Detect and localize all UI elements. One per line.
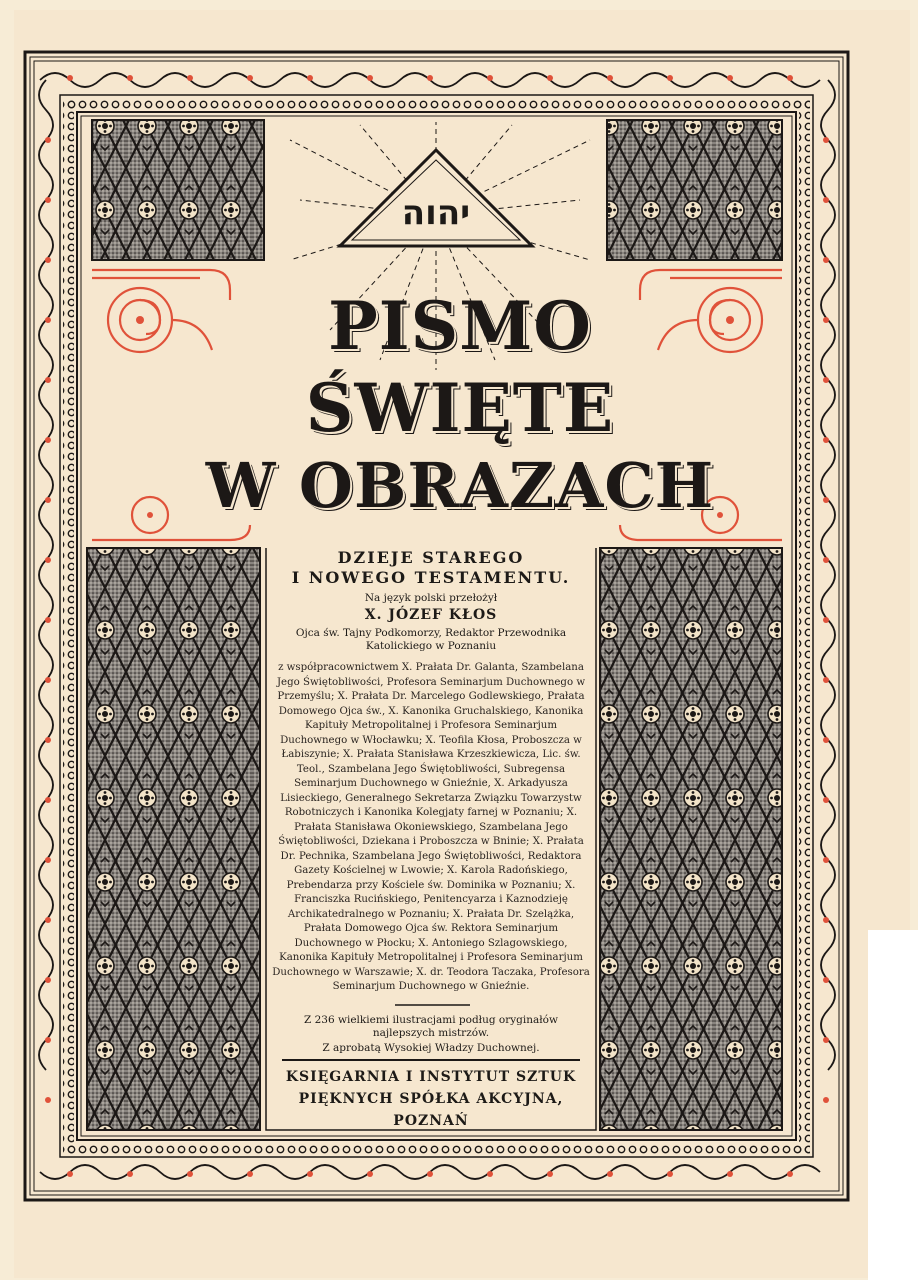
title-line-3: W OBRAZACH: [205, 449, 715, 522]
publisher-line-1: KSIĘGARNIA I INSTYTUT SZTUK: [285, 1069, 577, 1085]
illustrations-note: Z 236 wielkiemi ilustracjami podług oryginałów najlepszych mistrzów.: [303, 1014, 558, 1039]
approval-note: Z aprobatą Wysokiej Władzy Duchownej.: [322, 1042, 540, 1054]
translated-by: Na język polski przełożył: [364, 592, 498, 604]
collaborators-text: z współpracownictwem X. Prałata Dr. Galanta, Szambelana Jego Świętobliwości, Profesora Seminarjum Duchownego w Przemyślu; X. Prałata Dr. Marcelego Godlewskiego, Prałata Domowego Ojca św., X. Kanonika Gruchalskiego, Kanonika Kapituły Metropolitalnej i Profesora Seminarjum Duchownego w Włocławku; X. Teofila Kłosa, Proboszcza w Łabiszynie; X. Prałata Stanisława Krzeszkiewicza, Lic. św. Teol., Szambelana Jego Świętobliwości, Subregensa Seminarjum Duchownego w Gnieźnie, X. Arkadyusza Lisieckiego, Generalnego Sekretarza Związku Towarzystw Robotniczych i Kanonika Kolegjaty farnej w Poznaniu; X. Prałata Stanisława Okoniewskiego, Szambelana Jego Świętobliwości, Dziekana i Proboszcza w Bninie; X. Prałata Dr. Pechnika, Szambelana Jego Świętobliwości, Redaktora Gazety Kościelnej w Lwowie; X. Karola Radońskiego, Prebendarza przy Kościele św. Dominika w Poznaniu; X. Franciszka Rucińskiego, Penitencyarza i Kaznodzieję Archikatedralnego w Poznaniu; X. Prałata Dr. Szelążka, Prałata Domowego Ojca św. Rektora Seminarjum Duchownego w Płocku; X. Antoniego Szlagowskiego, Kanonika Kapituły Metropolitalnej i Profesora Seminarjum Duchownego w Warszawie; X. dr. Teodora Taczaka, Profesora Seminarjum Duchownego w Gnieźnie.: [272, 662, 590, 992]
subtitle-line-1: DZIEJE STAREGO: [337, 548, 525, 567]
tetragrammaton: יהוה: [401, 193, 471, 233]
text-panel: [266, 548, 596, 995]
subtitle-line-2: I NOWEGO TESTAMENTU.: [291, 568, 571, 587]
author-title: Ojca św. Tajny Podkomorzy, Redaktor Przewodnika Katolickiego w Poznaniu: [295, 627, 567, 652]
title-line-1: PISMO: [328, 287, 592, 365]
publisher-line-2: PIĘKNYCH SPÓŁKA AKCYJNA, POZNAŃ: [298, 1091, 564, 1129]
author-name: X. JÓZEF KŁOS: [364, 607, 498, 623]
title-line-2: ŚWIĘTE: [305, 369, 615, 447]
